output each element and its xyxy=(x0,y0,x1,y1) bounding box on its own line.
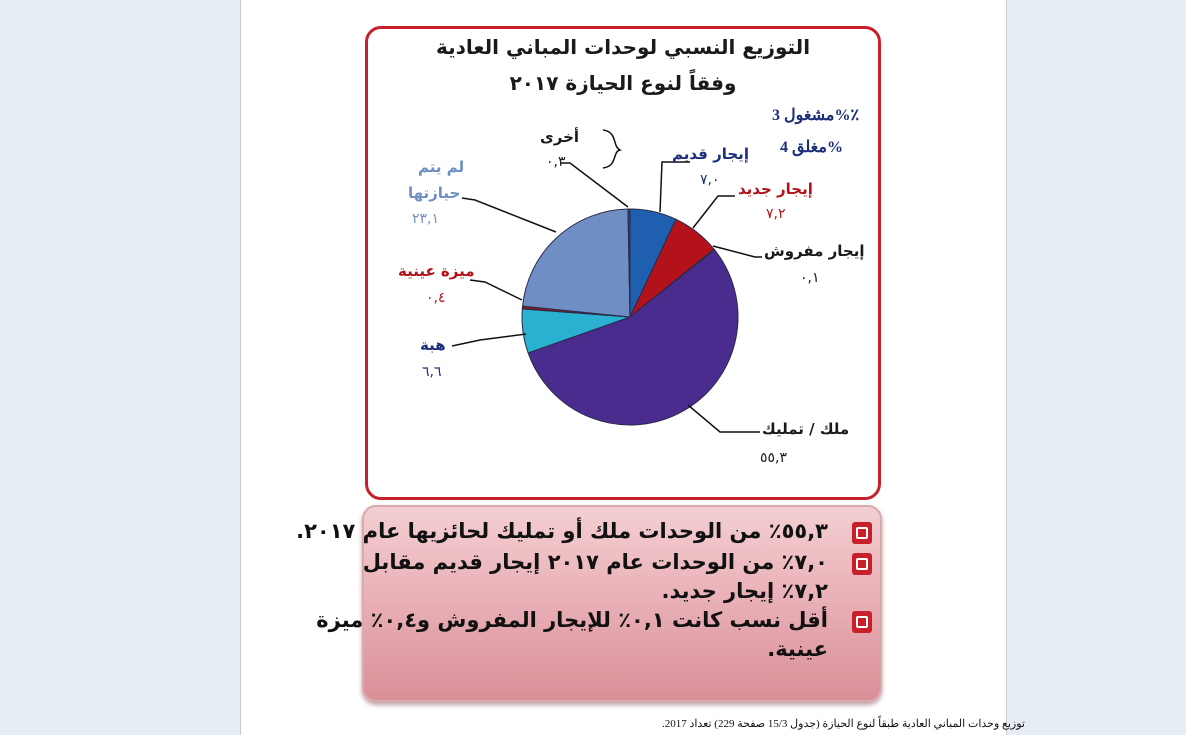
figure-caption: توزيع وحدات المباني العادية طبقاً لنوع الحيازة (جدول 15/3 صفحة 229) تعداد 2017. xyxy=(661,718,1025,730)
value-new-rent: ٧,٢ xyxy=(766,206,786,222)
value-not-acquired: ٢٣,١ xyxy=(412,211,440,227)
leader-owned xyxy=(688,405,760,432)
house-bullet-icon xyxy=(852,553,872,575)
summary-line: ٧,٢٪ إيجار جديد. xyxy=(661,579,828,603)
label-new-rent: إيجار جديد xyxy=(738,180,813,198)
value-in-kind: ٠,٤ xyxy=(426,290,446,306)
summary-line: أقل نسب كانت ٠,١٪ للإيجار المفروش و٠,٤٪ ميزة xyxy=(316,608,828,632)
label-gift: هبة xyxy=(420,336,446,354)
label-not-acquired-2: حيازتها xyxy=(408,184,461,202)
summary-line: ٥٥,٣٪ من الوحدات ملك أو تمليك لحائزيها عام ٢٠١٧. xyxy=(296,519,828,543)
leader-furnished xyxy=(713,246,762,257)
value-other: ٠,٣ xyxy=(546,154,566,170)
label-not-acquired-1: لم يتم xyxy=(418,158,465,176)
label-furnished: إيجار مفروش xyxy=(764,242,865,260)
value-furnished: ٠,١ xyxy=(800,270,820,286)
label-other: أخرى xyxy=(540,128,580,146)
summary-panel xyxy=(296,505,882,702)
leader-old-rent xyxy=(660,162,690,212)
brace-mark xyxy=(603,130,620,168)
leader-not-acquired xyxy=(462,198,556,232)
house-bullet-icon xyxy=(852,611,872,633)
value-owned: ٥٥,٣ xyxy=(760,450,788,466)
label-owned: ملك / تمليك xyxy=(762,420,850,438)
leader-gift xyxy=(452,334,526,346)
note-closed: مغلق 4% xyxy=(780,139,843,156)
leader-benefit xyxy=(470,280,522,300)
leader-other xyxy=(560,163,628,207)
note-occupied-text: مشغول 3% xyxy=(772,107,851,124)
chart-subtitle: وفقاً لنوع الحيازة ٢٠١٧ xyxy=(509,71,737,95)
leader-new-rent xyxy=(693,196,735,228)
label-old-rent: إيجار قديم xyxy=(672,145,749,163)
house-bullet-icon xyxy=(852,522,872,544)
chart-title: التوزيع النسبي لوحدات المباني العادية xyxy=(435,35,811,59)
label-in-kind: ميزة عينية xyxy=(398,262,475,280)
value-old-rent: ٧,٠ xyxy=(700,172,720,188)
summary-line: ٧,٠٪ من الوحدات عام ٢٠١٧ إيجار قديم مقابل xyxy=(362,550,828,574)
summary-line: عينية. xyxy=(767,637,828,661)
value-gift: ٦,٦ xyxy=(422,364,442,380)
note-mark: ٪ xyxy=(850,107,860,124)
